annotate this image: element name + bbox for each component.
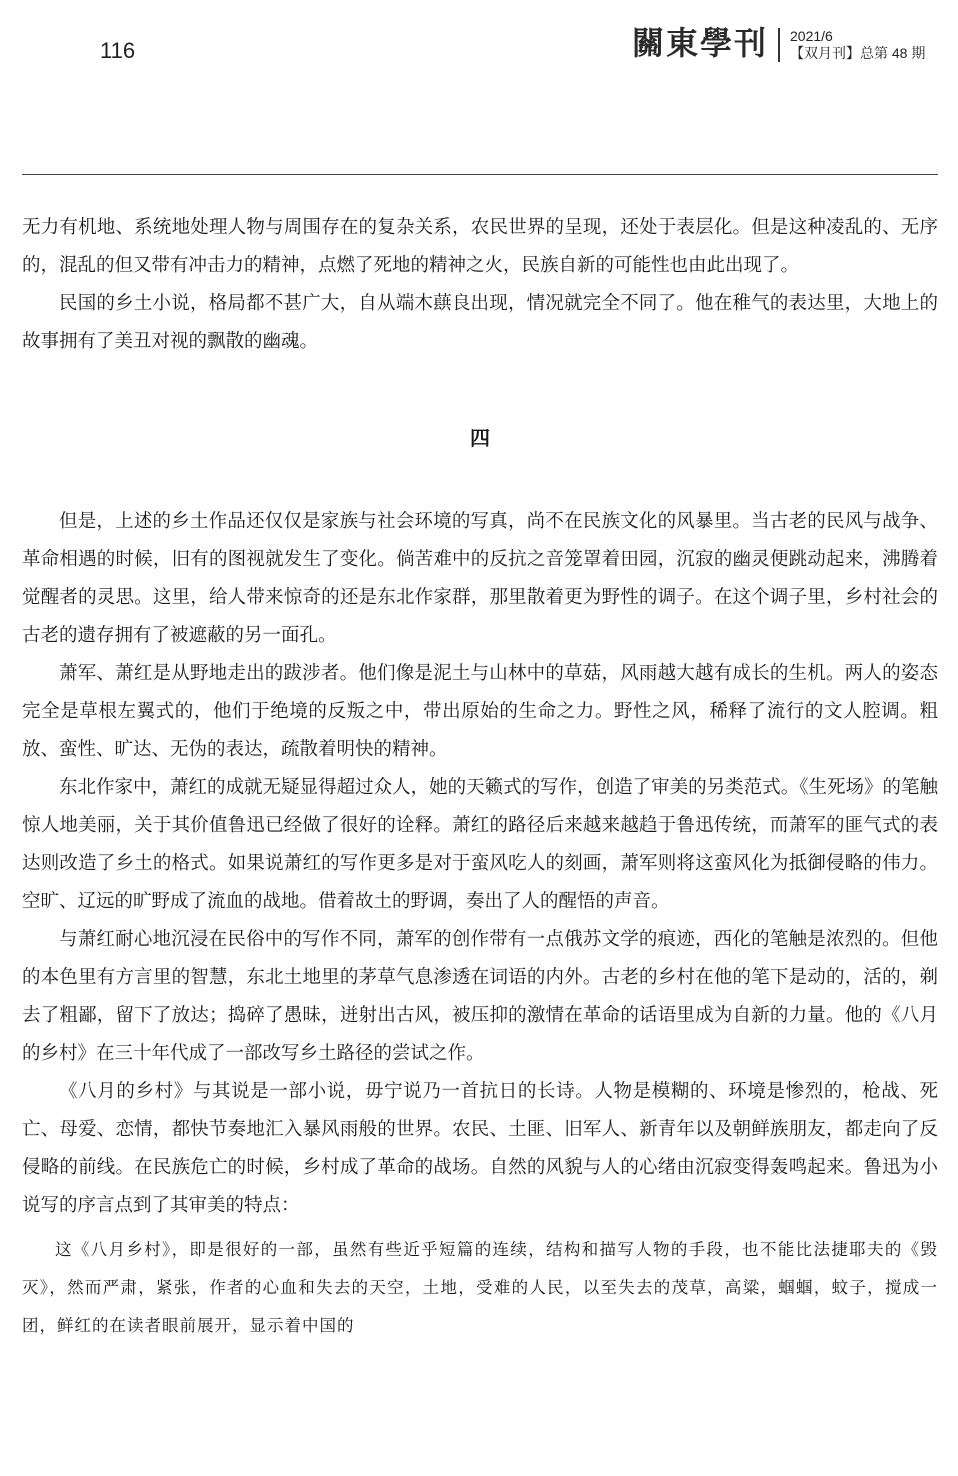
paragraph: 萧军、萧红是从野地走出的跋涉者。他们像是泥土与山林中的草菇，风雨越大越有成长的生机。两人的姿态完全是草根左翼式的，他们于绝境的反叛之中，带出原始的生命之力。野性之风，稀释了流行的文人腔调。粗放、蛮性、旷达、无伪的表达，疏散着明快的精神。: [22, 663, 938, 760]
paragraph: 无力有机地、系统地处理人物与周围存在的复杂关系，农民世界的呈现，还处于表层化。但是这种凌乱的、无序的，混乱的但又带有冲击力的精神，点燃了死地的精神之火，民族自新的可能性也由此出现了。: [22, 217, 938, 276]
paragraph: 与萧红耐心地沉浸在民俗中的写作不同，萧军的创作带有一点俄苏文学的痕迹，西化的笔触是浓烈的。但他的本色里有方言里的智慧，东北土地里的茅草气息渗透在词语的内外。古老的乡村在他的笔下是动的，活的，剃去了粗鄙，留下了放达；捣碎了愚昧，迸射出古风，被压抑的激情在革命的话语里成为自新的力量。他的《八月的乡村》在三十年代成了一部改写乡土路径的尝试之作。: [22, 929, 938, 1064]
paragraph: 民国的乡土小说，格局都不甚广大，自从端木蕻良出现，情况就完全不同了。他在稚气的表达里，大地上的故事拥有了美丑对视的飘散的幽魂。: [22, 293, 938, 352]
page-number: 116: [100, 38, 136, 63]
paragraph: 东北作家中，萧红的成就无疑显得超过众人，她的天籁式的写作，创造了审美的另类范式。《生死场》的笔触惊人地美丽，关于其价值鲁迅已经做了很好的诠释。萧红的路径后来越来越趋于鲁迅传统，而萧军的匪气式的表达则改造了乡土的格式。如果说萧红的写作更多是对于蛮风吃人的刻画，萧军则将这蛮风化为抵御侵略的伟力。空旷、辽远的旷野成了流血的战地。借着故土的野调，奏出了人的醒悟的声音。: [22, 777, 938, 912]
paragraph: 但是，上述的乡土作品还仅仅是家族与社会环境的写真，尚不在民族文化的风暴里。当古老的民风与战争、革命相遇的时候，旧有的图视就发生了变化。倘苦难中的反抗之音笼罩着田园，沉寂的幽灵便跳动起来，沸腾着觉醒者的灵思。这里，给人带来惊奇的还是东北作家群，那里散着更为野性的调子。在这个调子里，乡村社会的古老的遗存拥有了被遮蔽的另一面孔。: [22, 511, 938, 646]
block-quote: 这《八月乡村》，即是很好的一部，虽然有些近乎短篇的连续，结构和描写人物的手段，也不能比法捷耶夫的《毁灭》，然而严肃，紧张，作者的心血和失去的天空，土地，受难的人民，以至失去的茂草，高粱，蝈蝈，蚊子，搅成一团，鲜红的在读者眼前展开，显示着中国的: [22, 1240, 938, 1335]
header-divider: [778, 28, 780, 62]
issue-date: 2021/6: [790, 28, 833, 44]
paragraph: 《八月的乡村》与其说是一部小说，毋宁说乃一首抗日的长诗。人物是模糊的、环境是惨烈的，枪战、死亡、母爱、恋情，都快节奏地汇入暴风雨般的世界。农民、土匪、旧军人、新青年以及朝鲜族朋友，都走向了反侵略的前线。在民族危亡的时候，乡村成了革命的战场。自然的风貌与人的心绪由沉寂变得轰鸣起来。鲁迅为小说写的序言点到了其审美的特点：: [22, 1081, 938, 1216]
section-heading: 四: [470, 426, 490, 450]
issue-info: [790, 28, 925, 62]
issue-label: 【双月刊】总第 48 期: [790, 45, 926, 61]
header-rule: [22, 174, 938, 175]
article-body: [22, 209, 938, 1345]
journal-logo: 關東學刊: [632, 24, 769, 62]
